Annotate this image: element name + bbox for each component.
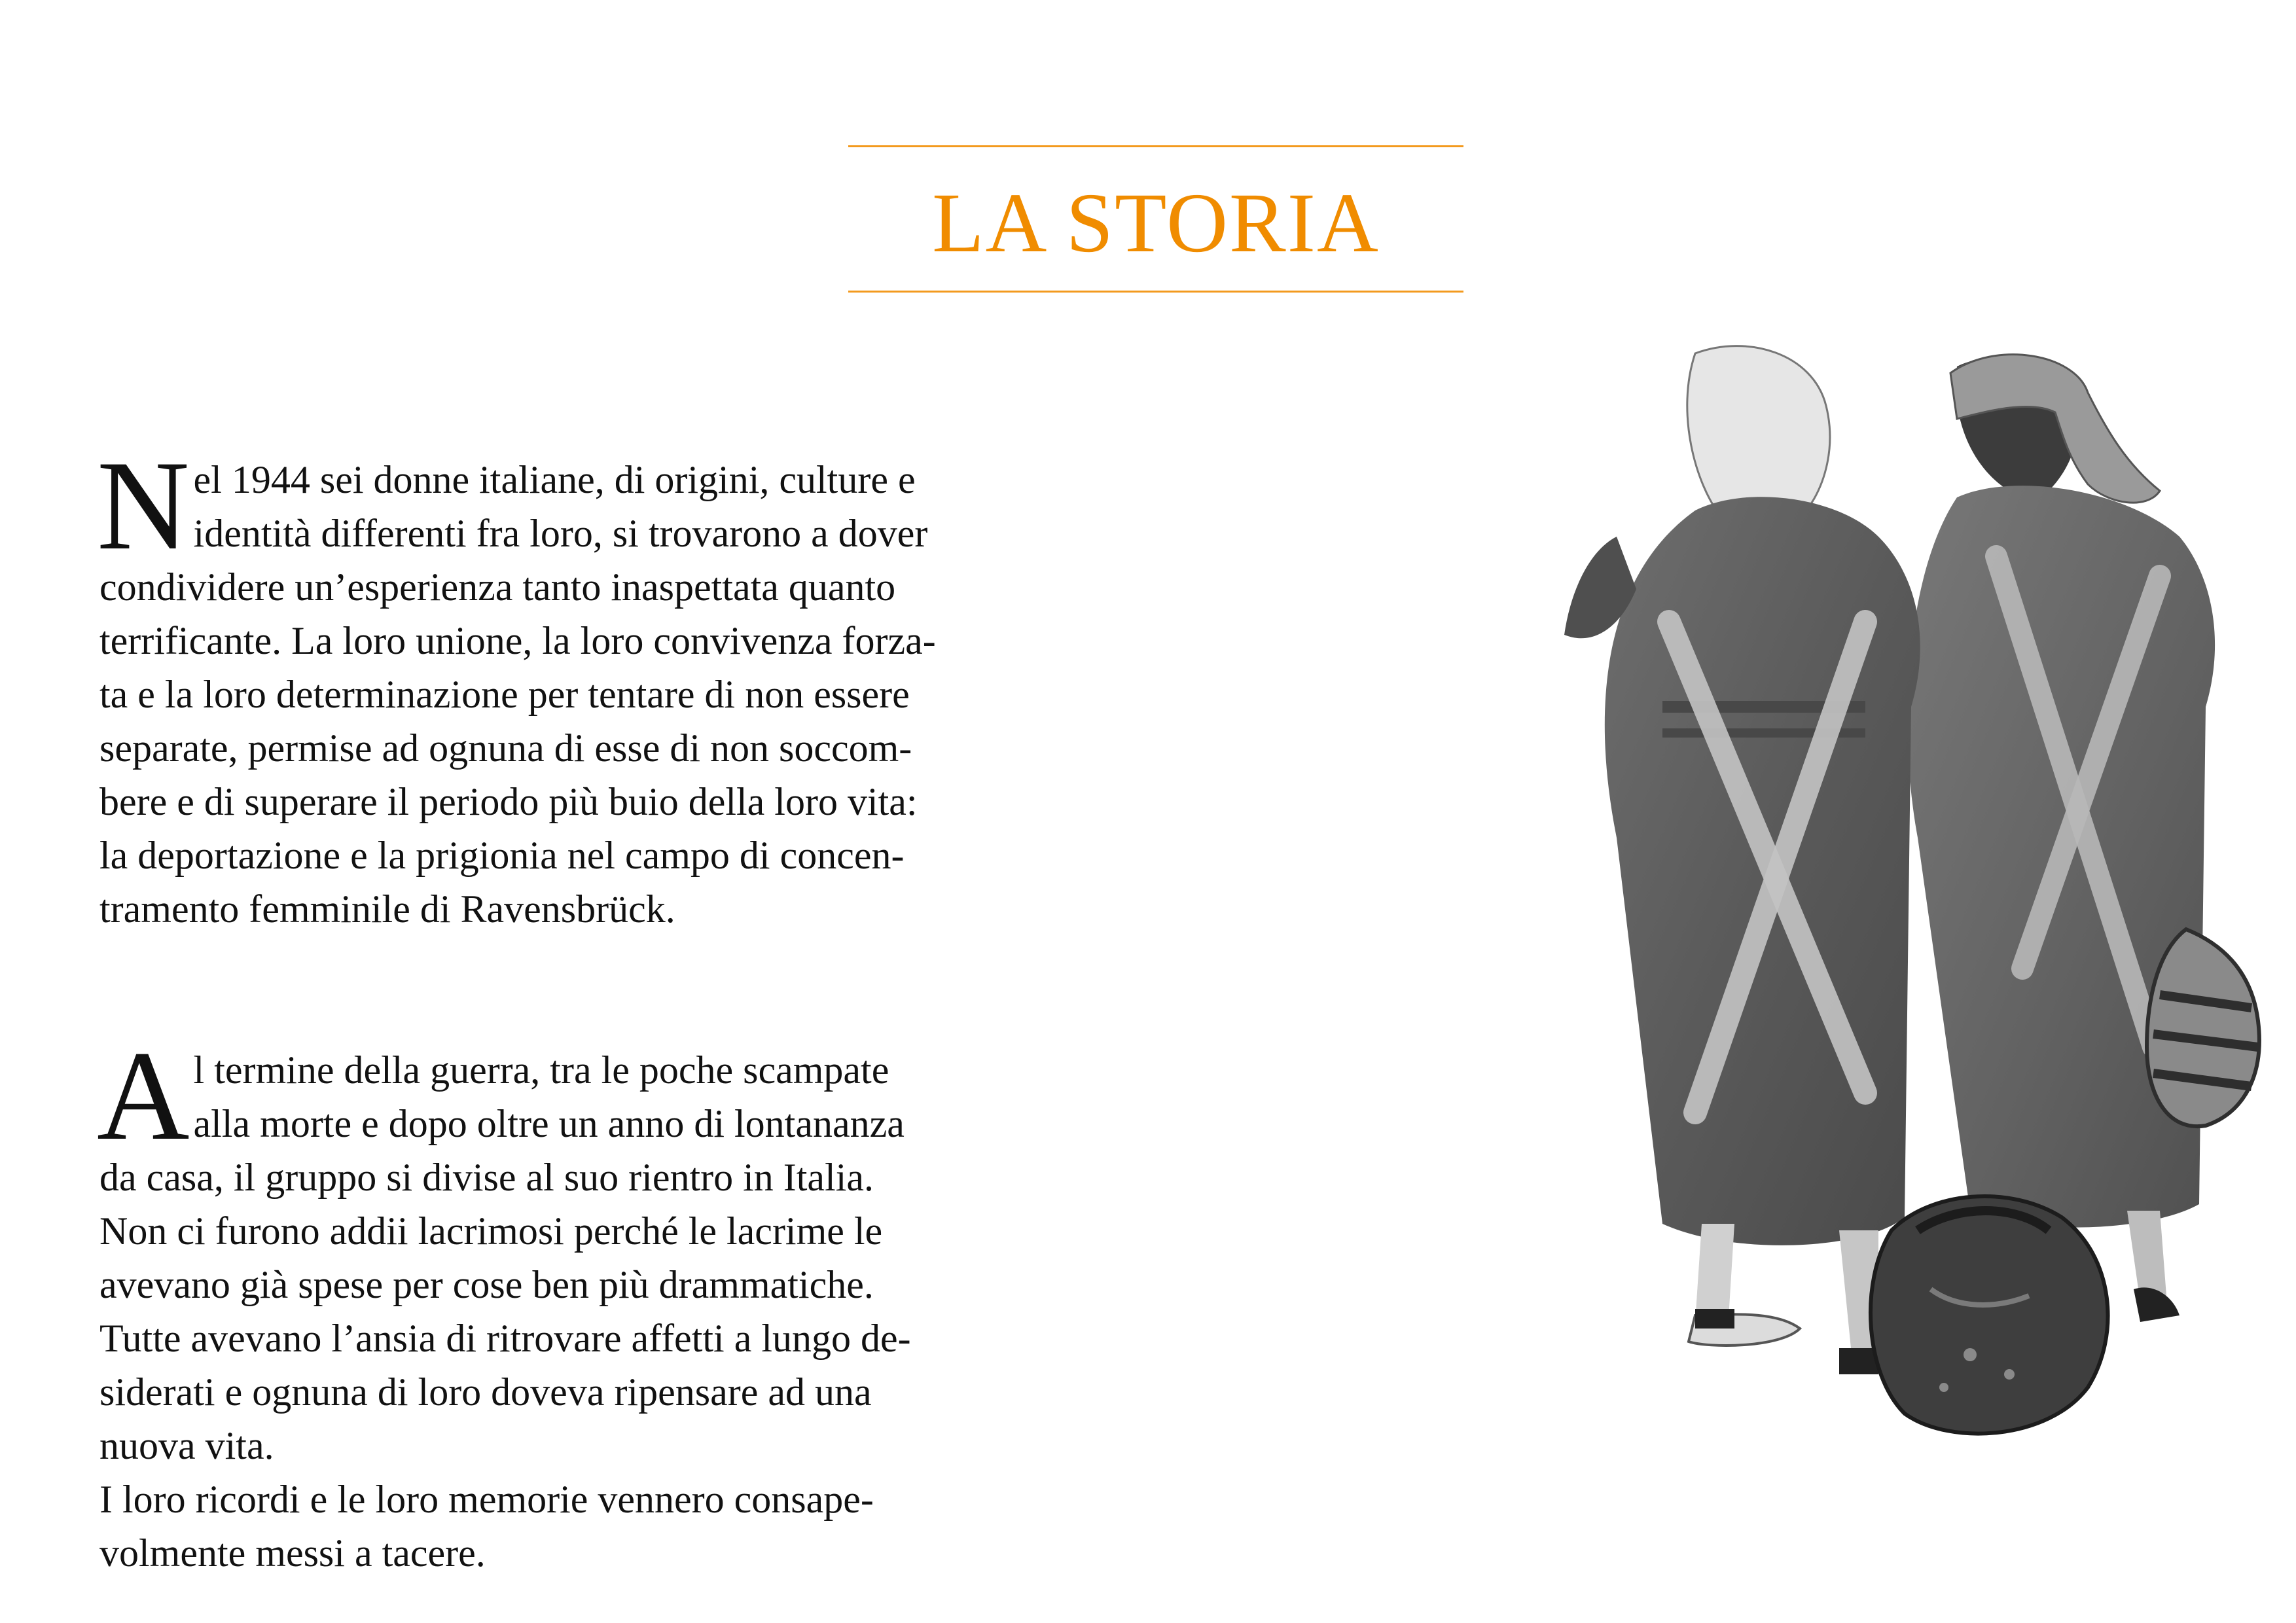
paragraph-line: da casa, il gruppo si divise al suo rientro in Italia. [99, 1156, 874, 1199]
woman-right [1907, 355, 2259, 1322]
two-women-coats-photo [1499, 340, 2271, 1518]
paragraph-line: avevano già spese per cose ben più drammatiche. [99, 1263, 874, 1306]
title-block [848, 145, 1463, 294]
paragraph-line: volmente messi a tacere. [99, 1531, 486, 1575]
paragraph-line: nuova vita. [99, 1424, 274, 1467]
paragraph-line: la deportazione e la prigionia nel campo di concen- [99, 834, 905, 877]
title-rule-bottom [848, 291, 1463, 293]
paragraph-line: tramento femminile di Ravensbrück. [99, 887, 675, 931]
drop-cap: A [97, 1025, 190, 1167]
page-title: LA STORIA [932, 176, 1380, 270]
paragraph-line: l termine della guerra, tra le poche scampate [193, 1048, 889, 1092]
paragraph-line: alla morte e dopo oltre un anno di lontananza [193, 1102, 905, 1145]
paragraph-line: separate, permise ad ognuna di esse di non soccom- [99, 726, 912, 770]
paragraph-1 [97, 435, 1160, 936]
paragraph-line: Non ci furono addii lacrimosi perché le lacrime le [99, 1209, 883, 1253]
paragraph-line: ta e la loro determinazione per tentare di non essere [99, 673, 910, 716]
paragraph-line: Tutte avevano l’ansia di ritrovare affetti a lungo de- [99, 1317, 911, 1360]
title-rule-top [848, 145, 1463, 147]
paragraph-line: I loro ricordi e le loro memorie vennero consape- [99, 1478, 874, 1521]
paragraph-line: siderati e ognuna di loro doveva ripensare ad una [99, 1370, 872, 1414]
woman-left [1564, 346, 1920, 1374]
drop-cap: N [97, 435, 190, 577]
photo-illustration [1499, 340, 2271, 1518]
paragraph-2 [97, 1025, 1160, 1580]
paragraph-line: bere e di superare il periodo più buio della loro vita: [99, 780, 918, 823]
paragraph-line: identità differenti fra loro, si trovarono a dover [193, 512, 928, 555]
paragraph-line: el 1944 sei donne italiane, di origini, culture e [193, 458, 916, 501]
paragraph-line: condividere un’esperienza tanto inaspettata quanto [99, 565, 896, 609]
body-text [97, 435, 1160, 1580]
bag [1871, 1196, 2108, 1434]
paragraph-line: terrificante. La loro unione, la loro convivenza forza- [99, 619, 936, 662]
